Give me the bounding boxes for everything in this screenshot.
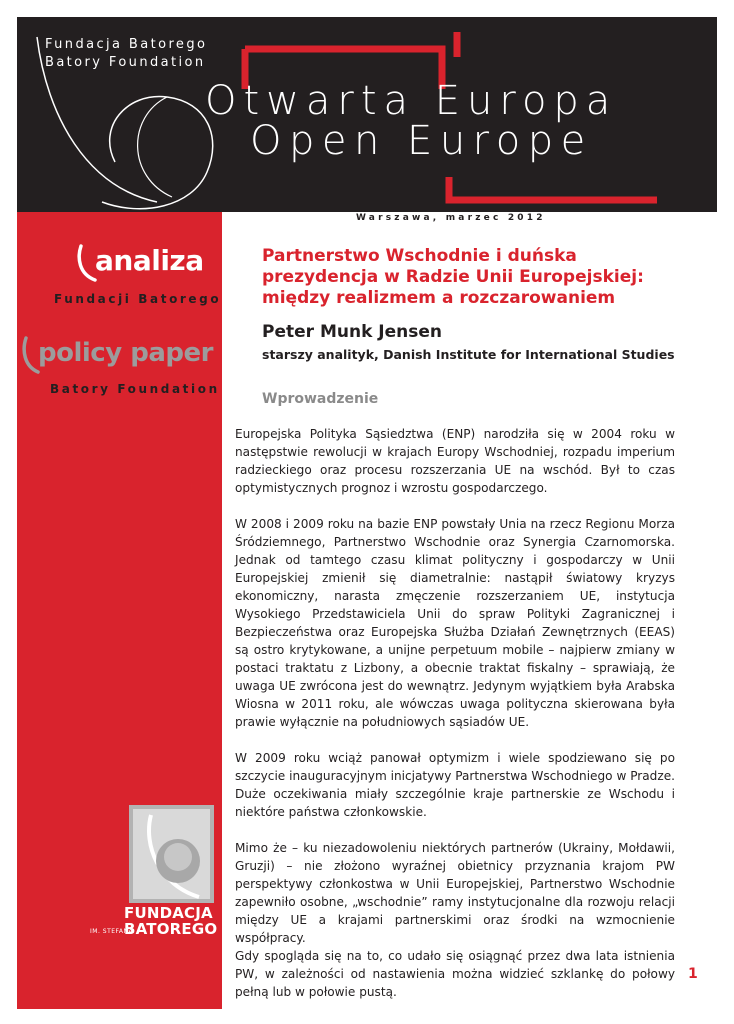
- article-title-line: prezydencja w Radzie Unii Europejskiej:: [262, 267, 644, 287]
- analiza-swoosh-icon: [75, 244, 97, 284]
- org-name-en: Batory Foundation: [45, 55, 206, 70]
- logo-fundacja: FUNDACJA: [124, 904, 213, 922]
- foundation-logo-icon: [129, 805, 214, 903]
- body-paragraph: W 2008 i 2009 roku na bazie ENP powstały Unia na rzecz Regionu Morza Śródziemnego, Partnerstwo Wschodnie oraz Synergia Czarnomorska. Jednak od tamtego czasu klimat polityczny i gospodarczy w Unii Europejskiej zmienił się diametralnie: nastąpił światowy kryzys ekonomiczny, narasta zmęczenie rozszerzaniem UE, instytucja Wysokiego Przedstawiciela Unii do spraw Polityki Zagranicznej i Bezpieczeństwa oraz Europejska Służba Działań Zewnętrznych (EEAS) są ostro krytykowane, a unijne perpetuum mobile – najpierw zmiany w postaci traktatu z Lizbony, a obecnie traktat fiskalny – sprawiają, że uwaga UE zwrócona jest do wewnątrz. Jedynym wyjątkiem była Arabska Wiosna w 2011 roku, ale wówczas uwaga polityczna skierowana była prawie wyłącznie na południowych sąsiadów UE.: [235, 517, 675, 729]
- page-number: 1: [688, 966, 698, 982]
- author-name: Peter Munk Jensen: [262, 322, 443, 342]
- body-paragraph: Europejska Polityka Sąsiedztwa (ENP) narodziła się w 2004 roku w następstwie rewolucji w krajach Europy Wschodniej, rozpadu imperium radzieckiego oraz procesu rozszerzania UE na wschód. Był to czas optymistycznych prognoz i wzrostu gospodarczego.: [235, 427, 675, 495]
- analiza-subtitle: Fundacji Batorego: [54, 292, 222, 306]
- series-title-pl: Otwarta Europa: [205, 78, 618, 124]
- series-title-en: Open Europe: [250, 118, 593, 164]
- article-title-line: między realizmem a rozczarowaniem: [262, 288, 616, 308]
- policy-paper-label: policy paper: [38, 338, 213, 368]
- body-paragraph: Mimo że – ku niezadowoleniu niektórych partnerów (Ukrainy, Mołdawii, Gruzji) – nie złożono wyraźnej obietnicy przyznania krajom PW perspektywy członkostwa w Unii Europejskiej, Partnerstwo Wschodnie zapewniło osobne, „wschodnie” ramy instytucjonalne dla rozwoju relacji między UE a krajami partnerskimi oraz środki na wzmocnienie współpracy.: [235, 841, 675, 945]
- org-name-pl: Fundacja Batorego: [45, 37, 208, 52]
- analiza-label: analiza: [95, 244, 204, 277]
- article-title: [262, 246, 692, 309]
- article-body: [235, 425, 675, 1001]
- logo-im-stefana: IM. STEFANA: [90, 928, 134, 935]
- body-paragraph: W 2009 roku wciąż panował optymizm i wiele spodziewano się po szczycie inauguracyjnym inicjatywy Partnerstwa Wschodniego w Pradze. Duże oczekiwania miały szczególnie kraje partnerskie ze Wschodu i niektóre państwa członkowskie.: [235, 751, 675, 819]
- author-role: starszy analityk, Danish Institute for International Studies: [262, 347, 675, 362]
- article-title-line: Partnerstwo Wschodnie i duńska: [262, 246, 577, 266]
- logo-batorego: BATOREGO: [124, 920, 218, 938]
- body-paragraph: Gdy spogląda się na to, co udało się osiągnąć przez dwa lata istnienia PW, w zależności od nastawienia można widzieć szklankę do połowy pełną lub w połowie pustą.: [235, 949, 675, 999]
- section-heading: Wprowadzenie: [262, 391, 379, 407]
- policy-swoosh-icon: [20, 336, 40, 376]
- policy-paper-subtitle: Batory Foundation: [50, 382, 220, 396]
- publication-date: Warszawa, marzec 2012: [356, 213, 546, 223]
